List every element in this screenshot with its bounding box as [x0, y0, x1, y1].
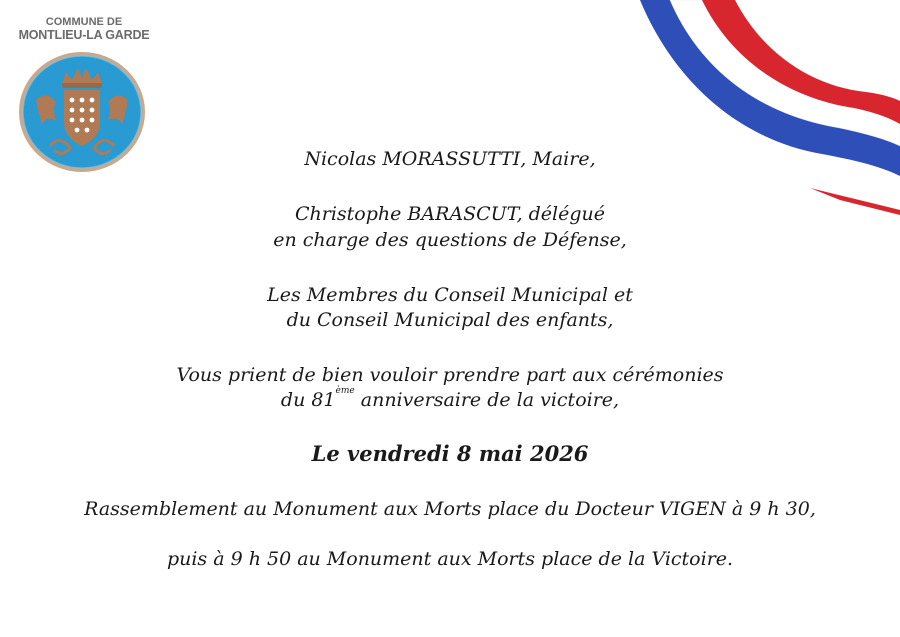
- delegate-line-2: en charge des questions de Défense,: [273, 229, 627, 251]
- second-ceremony-line: puis à 9 h 50 au Monument aux Morts place de la Victoire.: [166, 548, 734, 570]
- logo-title: [14, 16, 154, 42]
- request-line-2-end: anniversaire de la victoire,: [354, 389, 620, 411]
- ceremony-date: Le vendredi 8 mai 2026: [311, 441, 589, 466]
- gathering-line: Rassemblement au Monument aux Morts place du Docteur VIGEN à 9 h 30,: [84, 498, 816, 520]
- delegate-line-1: Christophe BARASCUT, délégué: [294, 203, 606, 225]
- request-line-2-start: du 81: [280, 389, 336, 411]
- council-line-2: du Conseil Municipal des enfants,: [286, 309, 614, 331]
- french-flag-ribbon: [640, 0, 900, 215]
- logo-title-line-1: COMMUNE DE: [45, 16, 123, 28]
- mayor-line: Nicolas MORASSUTTI, Maire,: [304, 148, 596, 170]
- council-line-1: Les Membres du Conseil Municipal et: [267, 284, 633, 306]
- ordinal-superscript: ème: [335, 386, 355, 396]
- commune-logo: [14, 16, 154, 42]
- logo-title-line-2: MONTLIEU-LA GARDE: [18, 28, 150, 42]
- request-line-1: Vous prient de bien vouloir prendre part aux cérémonies: [176, 364, 724, 386]
- request-line-2: [0, 386, 900, 411]
